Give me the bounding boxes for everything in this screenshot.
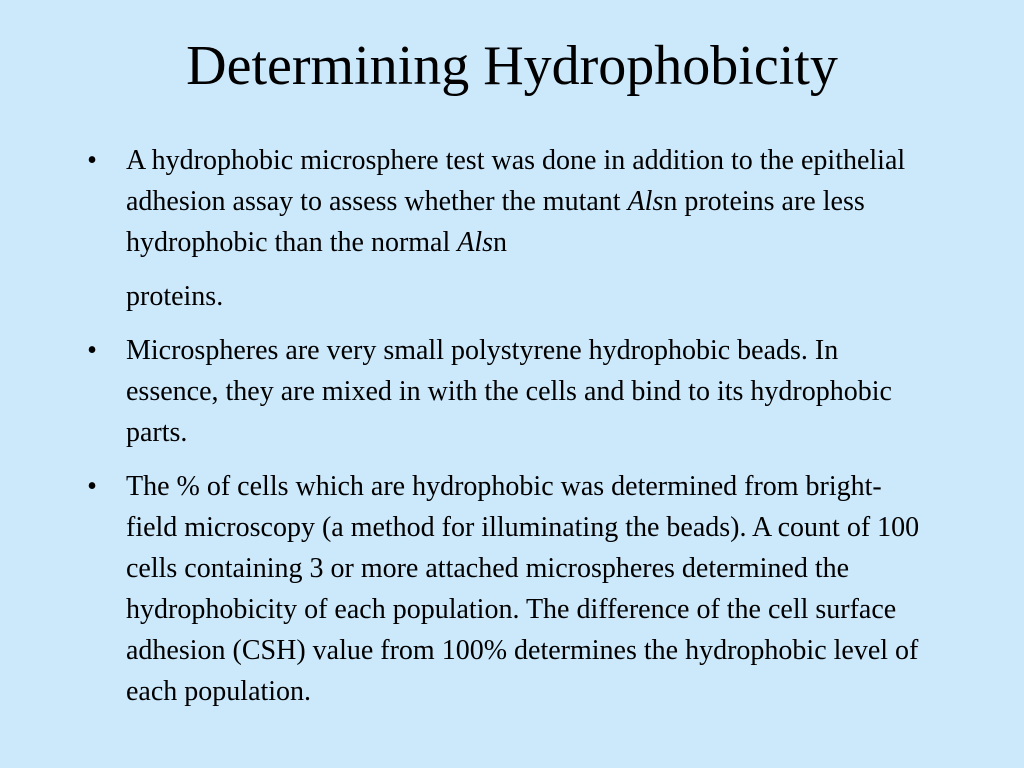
bullet-2-text: Microspheres are very small polystyrene hydrophobic beads. In essence, they are mixed in with the cells and bind to its hydrophobic parts.: [126, 335, 892, 448]
bullet-icon: •: [87, 145, 97, 176]
bullet-1-italic-als-2: Als: [457, 227, 494, 258]
bullet-item-1: [82, 140, 922, 317]
bullet-1-text-part1: A hydrophobic microsphere test was done in addition to the epithelial adhesion assay to assess whether the mutant: [126, 145, 906, 217]
bullet-1-text-part4: proteins.: [126, 281, 224, 312]
bullet-icon: •: [87, 471, 97, 502]
bullet-list: [82, 140, 922, 712]
bullet-item-3: [82, 466, 922, 712]
bullet-item-2: [82, 330, 922, 453]
slide-title: Determining Hydrophobicity: [186, 35, 838, 97]
bullet-3-text: The % of cells which are hydrophobic was determined from bright-field microscopy (a method for illuminating the beads). A count of 100 cells containing 3 or more attached microspheres determined the hydrophobicity of each population. The difference of the cell surface adhesion (CSH) value from 100% determines the hydrophobic level of each population.: [126, 471, 920, 707]
bullet-1-text-part2: n proteins are less hydrophobic than the normal: [126, 186, 865, 258]
bullet-1-italic-als-1: Als: [627, 186, 664, 217]
bullet-1-text-part3: n: [493, 227, 508, 258]
bullet-icon: •: [87, 335, 97, 366]
